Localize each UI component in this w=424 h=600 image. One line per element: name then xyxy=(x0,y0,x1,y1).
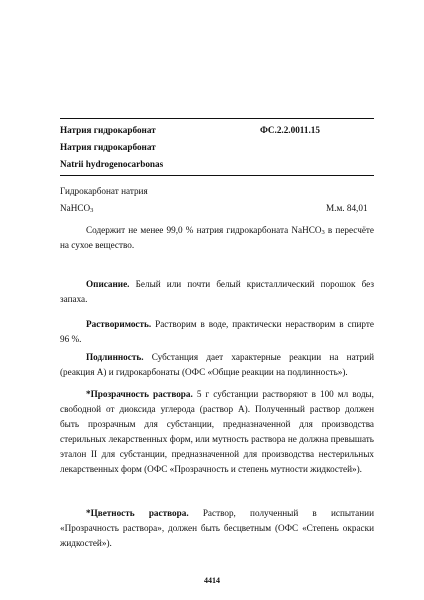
monograph-code: ФС.2.2.0011.15 xyxy=(260,125,320,135)
section-clarity: *Прозрачность раствора. 5 г субстанции растворяют в 100 мл воды, свободной от диоксида углерода (раствор А). Полученный раствор должен быть прозрачным для субстанции, предназначенной для производства стерильных лекарственных форм, или мутность раствора не должна превышать эталон II для субстанции, предназначенной для производства нестерильных лекарственных форм (ОФС «Прозрачность и степень мутности жидкостей»). xyxy=(60,389,374,474)
section-solubility: Растворимость. Растворим в воде, практически нерастворим в спирте 96 %. xyxy=(60,319,374,344)
compound-formula: NaHCO$_3$ xyxy=(60,203,94,214)
monograph-title-latin: Natrii hydrogenocarbonas xyxy=(60,159,164,169)
section-identification: Подлинность. Субстанция дает характерные реакции на натрий (реакция А) и гидрокарбонаты (ОФС «Общие реакции на подлинность»). xyxy=(60,352,374,377)
compound-name: Гидрокарбонат натрия xyxy=(60,186,148,196)
section-clarity-label: *Прозрачность раствора. xyxy=(86,389,193,399)
header-bottom-rule xyxy=(60,175,374,176)
molecular-mass: М.м. 84,01 xyxy=(326,203,368,213)
section-solubility-label: Растворимость. xyxy=(86,319,152,329)
section-color: *Цветность раствора. Раствор, полученный в испытании «Прозрачность раствора», должен быть бесцветным (ОФС «Степень окраски жидкостей»). xyxy=(60,508,375,548)
monograph-title-ru: Натрия гидрокарбонат xyxy=(60,125,156,135)
section-description-label: Описание. xyxy=(86,279,130,289)
monograph-title-ru-2: Натрия гидрокарбонат xyxy=(60,142,156,152)
page-number: 4414 xyxy=(204,576,220,585)
content-paragraph: Содержит не менее 99,0 % натрия гидрокарбоната NaHCO$_3$ в пересчёте на сухое вещество. xyxy=(60,225,374,250)
section-color-label: *Цветность раствора. xyxy=(86,508,189,518)
section-description: Описание. Белый или почти белый кристаллический порошок без запаха. xyxy=(60,279,374,304)
header-top-rule xyxy=(60,118,374,119)
section-identification-label: Подлинность. xyxy=(86,352,144,362)
